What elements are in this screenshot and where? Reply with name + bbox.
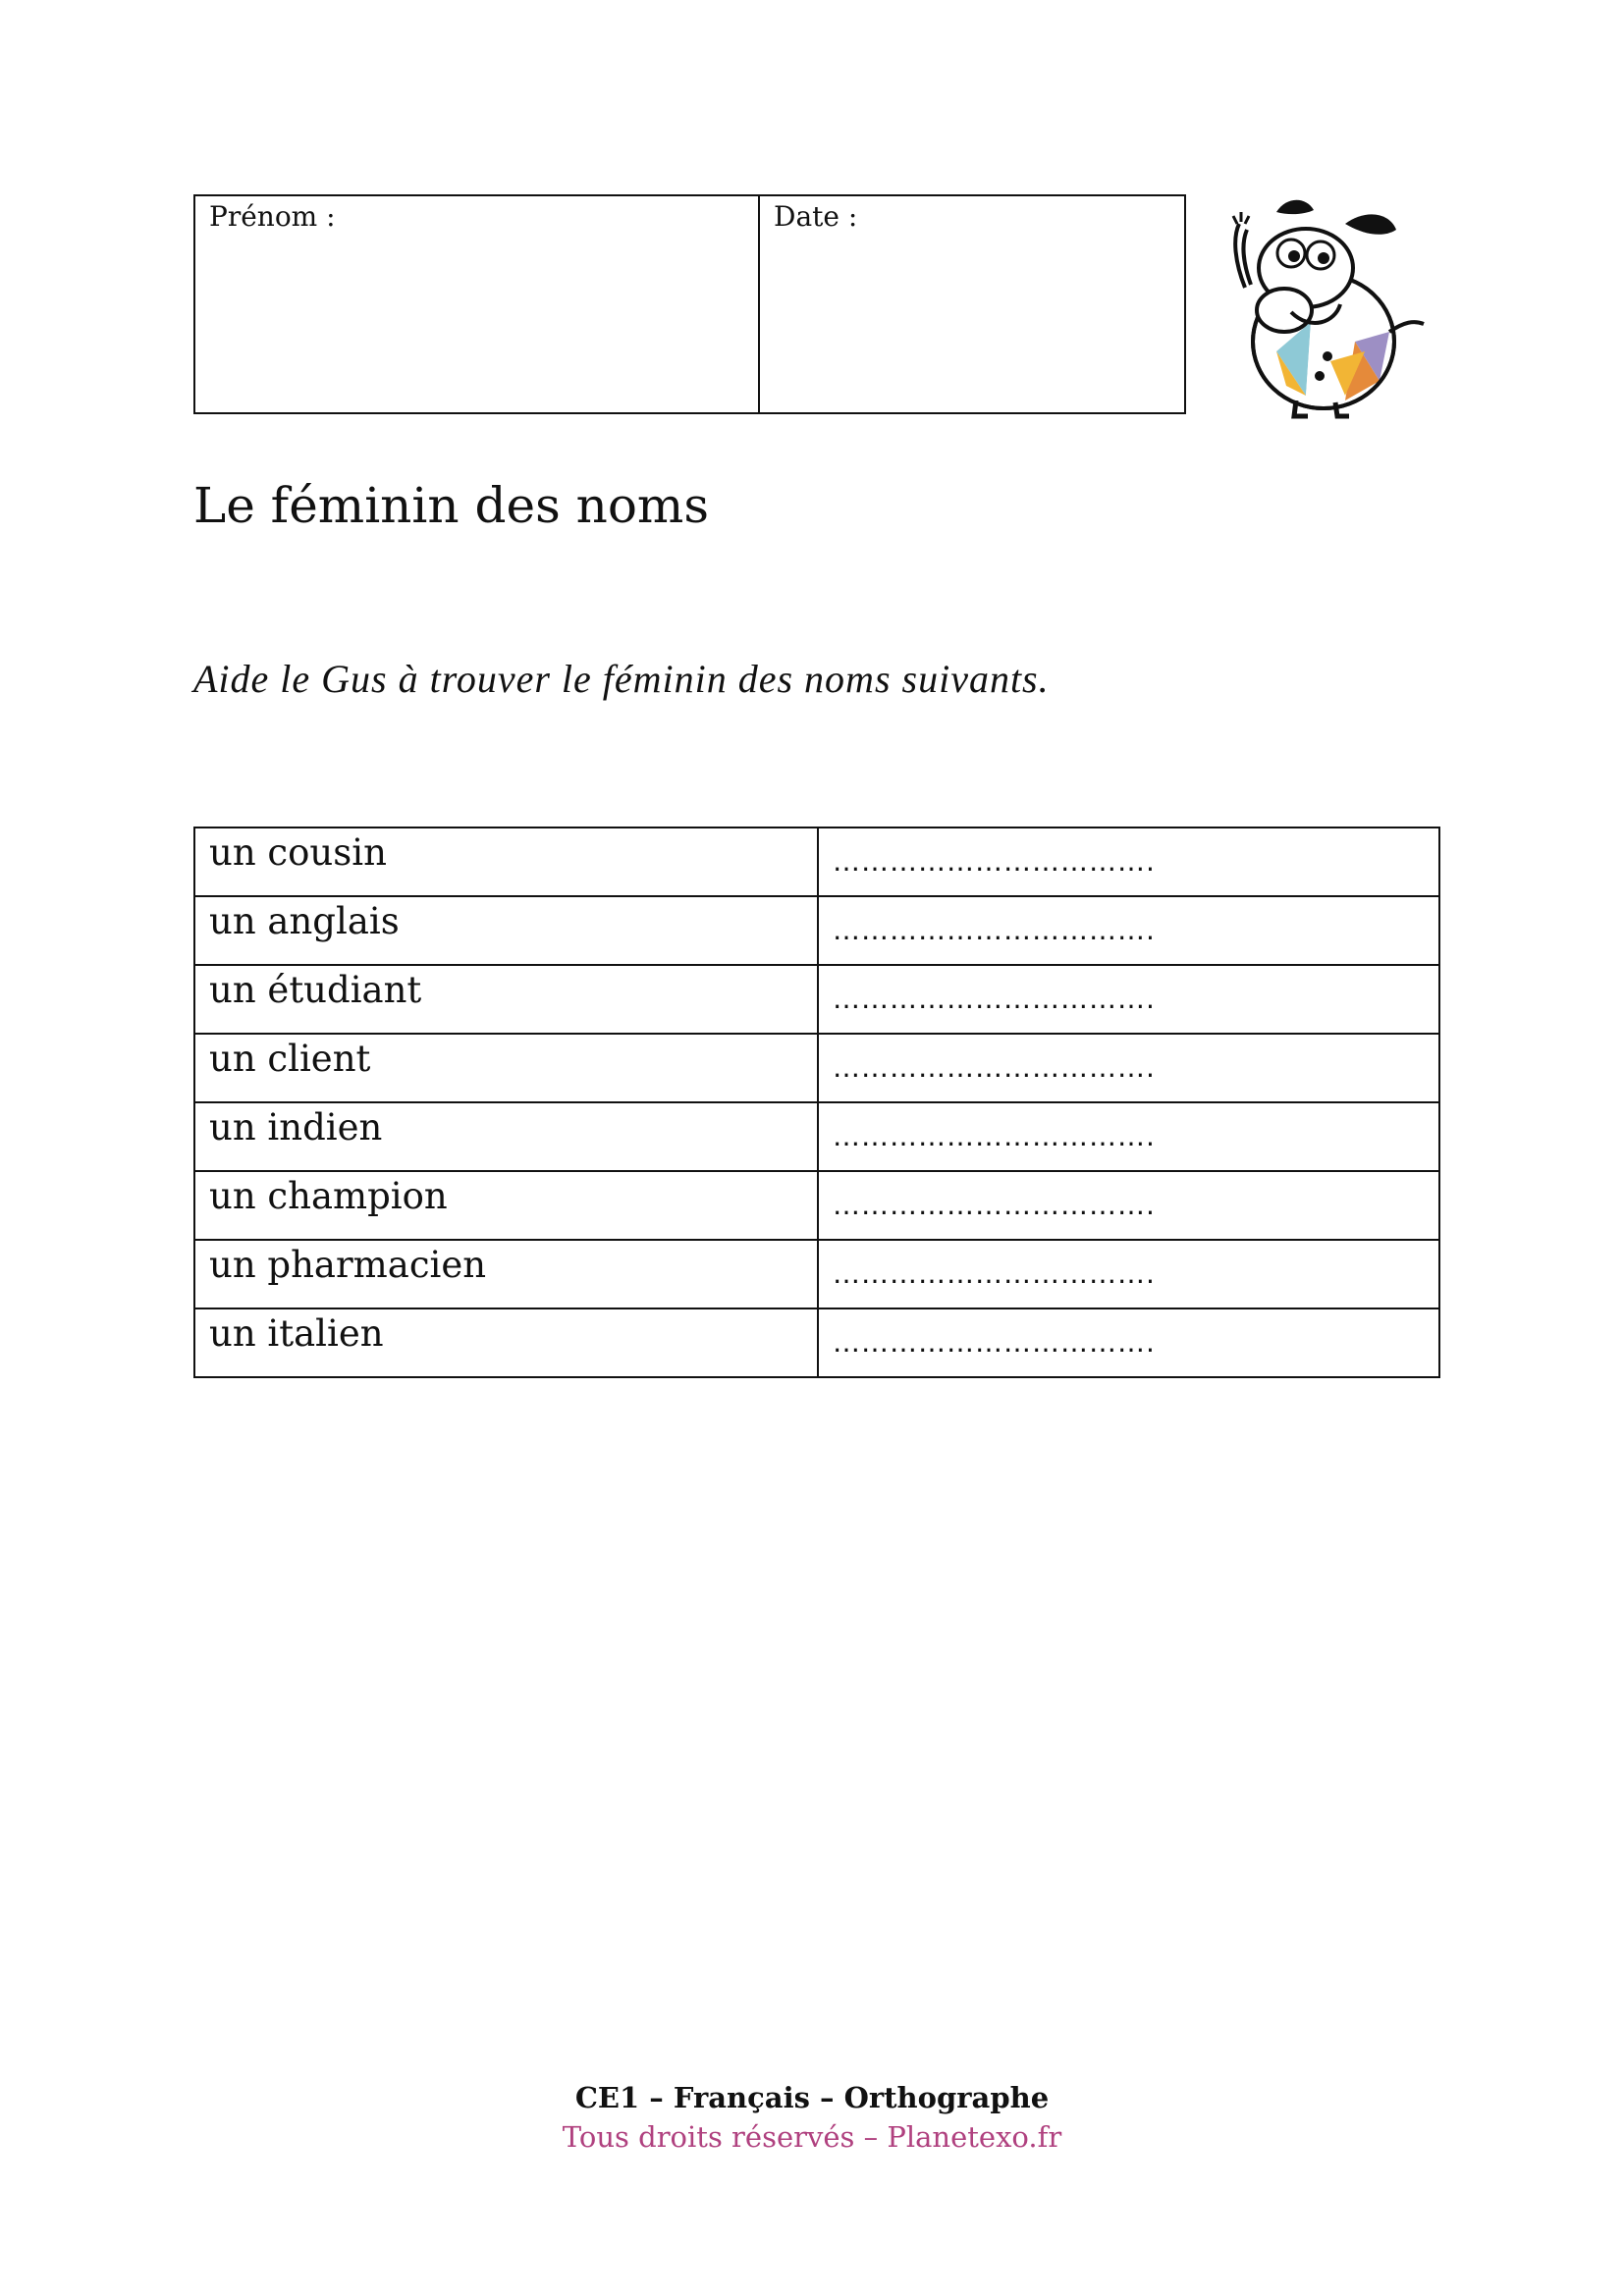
table-row: [194, 965, 1439, 1034]
table-row: [194, 1102, 1439, 1171]
table-row: [194, 896, 1439, 965]
word-cell: un client: [194, 1034, 818, 1102]
word-cell: un cousin: [194, 828, 818, 896]
answer-cell[interactable]: …………………………….: [818, 1034, 1439, 1102]
date-field[interactable]: [760, 196, 1184, 412]
table-row: [194, 1034, 1439, 1102]
prenom-field[interactable]: [195, 196, 760, 412]
instruction-text: Aide le Gus à trouver le féminin des noms suivants.: [193, 657, 1050, 701]
answer-cell[interactable]: …………………………….: [818, 1102, 1439, 1171]
word-cell: un champion: [194, 1171, 818, 1240]
date-label: Date :: [774, 200, 858, 233]
answer-cell[interactable]: …………………………….: [818, 1171, 1439, 1240]
answer-cell[interactable]: …………………………….: [818, 896, 1439, 965]
page-title: Le féminin des noms: [193, 477, 709, 534]
table-row: [194, 1171, 1439, 1240]
gus-mascot-icon: [1218, 194, 1434, 420]
table-row: [194, 1240, 1439, 1308]
table-row: [194, 828, 1439, 896]
answer-cell[interactable]: …………………………….: [818, 965, 1439, 1034]
answer-cell[interactable]: …………………………….: [818, 1240, 1439, 1308]
word-cell: un indien: [194, 1102, 818, 1171]
exercise-table: [193, 827, 1440, 1378]
student-info-box: [193, 194, 1186, 414]
answer-cell[interactable]: …………………………….: [818, 1308, 1439, 1377]
prenom-label: Prénom :: [209, 200, 336, 233]
word-cell: un anglais: [194, 896, 818, 965]
word-cell: un étudiant: [194, 965, 818, 1034]
answer-cell[interactable]: …………………………….: [818, 828, 1439, 896]
word-cell: un pharmacien: [194, 1240, 818, 1308]
table-row: [194, 1308, 1439, 1377]
word-cell: un italien: [194, 1308, 818, 1377]
footer-copyright: Tous droits réservés – Planetexo.fr: [562, 2120, 1062, 2154]
footer-subject: CE1 – Français – Orthographe: [574, 2081, 1050, 2114]
